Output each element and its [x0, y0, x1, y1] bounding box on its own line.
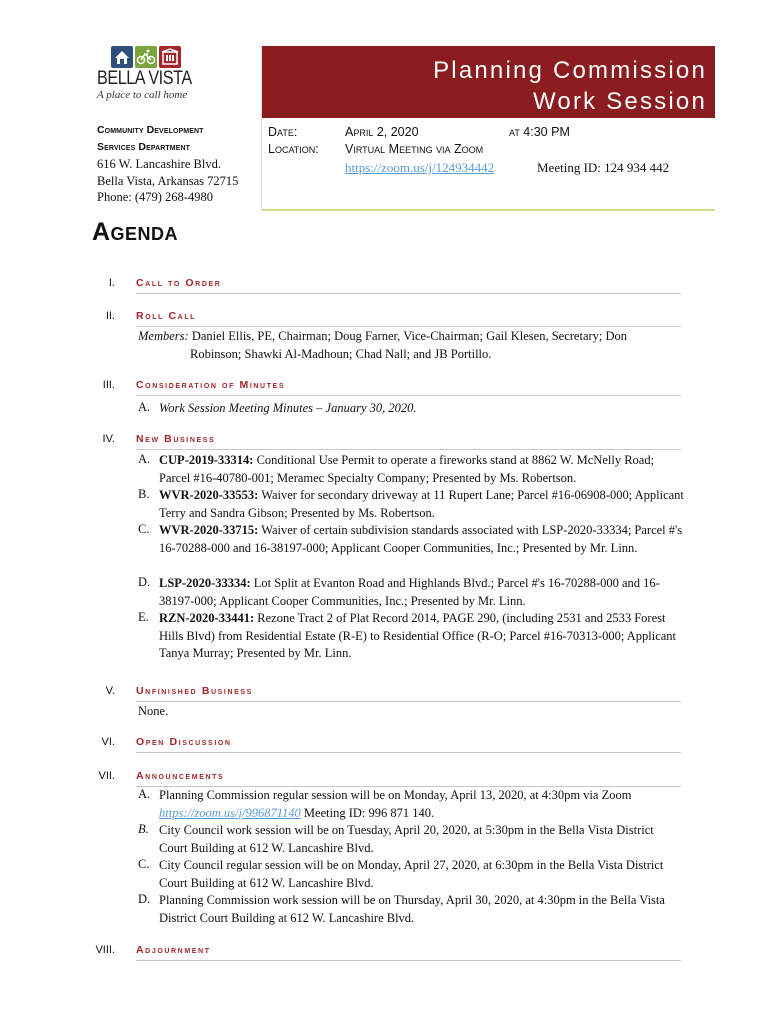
new-business-item	[159, 610, 685, 663]
item-description: Waiver of certain subdivision standards associated with LSP-2020-33334; Parcel #'s 16-70288-000 and 16-38197-000; Applicant Cooper Communities, Inc.; Presented by Mr. Linn.	[159, 523, 683, 555]
date-label: Date:	[268, 125, 298, 139]
section-number: VIII.	[95, 944, 115, 956]
bicycle-icon	[135, 46, 157, 68]
item-letter: C.	[138, 857, 150, 871]
section-title-roll-call: Roll Call	[136, 310, 197, 322]
item-description: Conditional Use Permit to operate a fireworks stand at 8862 W. McNelly Road; Parcel #16-40780-001; Meramec Specialty Company; Presented by Ms. Robertson.	[159, 453, 655, 485]
section-number: V.	[105, 685, 115, 697]
section-title-open-discussion: Open Discussion	[136, 736, 232, 748]
new-business-item	[159, 575, 685, 610]
case-number: CUP-2019-33314:	[159, 453, 254, 467]
department-line-2: Services Department	[97, 141, 191, 153]
announcement-meeting-id: Meeting ID: 996 871 140.	[300, 805, 435, 820]
announcement-item: City Council work session will be on Tuesday, April 20, 2020, at 5:30pm in the Bella Vista District Court Building at 612 W. Lancashire Blvd.	[159, 823, 654, 855]
unfinished-business-text: None.	[138, 704, 169, 718]
item-description: Rezone Tract 2 of Plat Record 2014, PAGE 290, (including 2531 and 2533 Forest Hills Blvd) from Residential Estate (R-E) to Residential Office (R-O; Parcel #16-70313-000; Applicant Tanya Murray; Presented by Mr. Linn.	[159, 611, 677, 660]
section-title-new-business: New Business	[136, 433, 216, 445]
meeting-id: Meeting ID: 124 934 442	[537, 160, 670, 175]
item-letter: E.	[138, 610, 149, 624]
section-rule	[136, 293, 681, 294]
location-label: Location:	[268, 142, 319, 156]
agenda-heading: Agenda	[92, 218, 179, 246]
section-title-call-to-order: Call to Order	[136, 277, 222, 289]
title-banner	[262, 46, 715, 118]
announcement-item	[159, 787, 685, 822]
members-label: Members:	[138, 329, 189, 343]
department-line-1: Community Development	[97, 124, 204, 136]
zoom-meeting-link[interactable]: https://zoom.us/j/124934442	[345, 160, 495, 175]
members-list	[138, 327, 678, 363]
section-number: I.	[108, 277, 115, 289]
section-rule	[136, 752, 681, 753]
department-address	[97, 156, 238, 206]
item-letter: D.	[138, 575, 151, 589]
zoom-announcement-link[interactable]: https://zoom.us/j/996871140	[159, 805, 301, 820]
section-rule	[136, 960, 681, 961]
section-title-announcements: Announcements	[136, 770, 225, 782]
section-rule	[136, 449, 681, 450]
address-line-1: 616 W. Lancashire Blvd.	[97, 157, 221, 171]
bella-vista-logo	[97, 46, 203, 101]
announcement-item: Planning Commission work session will be on Thursday, April 30, 2020, at 4:30pm in the Bella Vista District Court Building at 612 W. Lancashire Blvd.	[159, 893, 665, 925]
announcement-text: Planning Commission regular session will be on Monday, April 13, 2020, at 4:30pm via Zoom	[159, 788, 632, 802]
banner-title-line-2: Work Session	[532, 88, 707, 115]
item-letter: C.	[138, 522, 150, 536]
minutes-item: Work Session Meeting Minutes – January 30, 2020.	[159, 401, 417, 415]
new-business-item	[159, 522, 685, 557]
members-line-1: Daniel Ellis, PE, Chairman; Doug Farner, Vice-Chairman; Gail Klesen, Secretary; Don	[188, 329, 628, 343]
members-line-2: Robinson; Shawki Al-Madhoun; Chad Nall; and JB Portillo.	[190, 347, 492, 361]
house-icon	[111, 46, 133, 68]
banner-title-line-1: Planning Commission	[433, 57, 707, 84]
section-number: VI.	[101, 736, 115, 748]
section-title-minutes: Consideration of Minutes	[136, 379, 286, 391]
item-letter: D.	[138, 892, 151, 906]
case-number: RZN-2020-33441:	[159, 611, 255, 625]
address-line-2: Bella Vista, Arkansas 72715	[97, 173, 239, 188]
department-name	[97, 122, 204, 156]
section-title-unfinished-business: Unfinished Business	[136, 685, 253, 697]
header-rule	[262, 209, 715, 211]
item-letter: A.	[138, 452, 151, 466]
announcement-item: City Council regular session will be on Monday, April 27, 2020, at 6:30pm in the Bella Vista District Court Building at 612 W. Lancashire Blvd.	[159, 858, 664, 890]
section-rule	[136, 395, 681, 396]
item-description: Waiver for secondary driveway at 11 Rupert Lane; Parcel #16-06908-000; Applicant Terry and Sandra Gibson; Presented by Ms. Robertson.	[159, 488, 684, 520]
item-letter: A.	[138, 787, 151, 801]
section-title-adjournment: Adjournment	[136, 944, 211, 956]
case-number: WVR-2020-33553:	[159, 488, 259, 502]
logo-name: BELLA VISTA	[97, 68, 192, 89]
item-letter: A.	[138, 400, 151, 414]
time-value: at 4:30 PM	[509, 125, 570, 139]
item-letter: B.	[138, 822, 149, 836]
new-business-item	[159, 487, 685, 522]
case-number: LSP-2020-33334:	[159, 576, 251, 590]
section-number: VII.	[98, 770, 115, 782]
item-description: Lot Split at Evanton Road and Highlands Blvd.; Parcel #'s 16-70288-000 and 16-38197-000; Applicant Cooper Communities, Inc.; Presented by Mr. Linn.	[159, 576, 660, 608]
item-letter: B.	[138, 487, 150, 501]
section-number: IV.	[102, 433, 115, 445]
date-value: April 2, 2020	[345, 125, 419, 139]
logo-tagline: A place to call home	[97, 89, 188, 101]
section-rule	[136, 701, 681, 702]
section-number: III.	[102, 379, 115, 391]
location-value: Virtual Meeting via Zoom	[345, 142, 484, 156]
building-icon	[159, 46, 181, 68]
case-number: WVR-2020-33715:	[159, 523, 259, 537]
section-number: II.	[105, 310, 115, 322]
phone-number: Phone: (479) 268-4980	[97, 190, 213, 204]
new-business-item	[159, 452, 685, 487]
